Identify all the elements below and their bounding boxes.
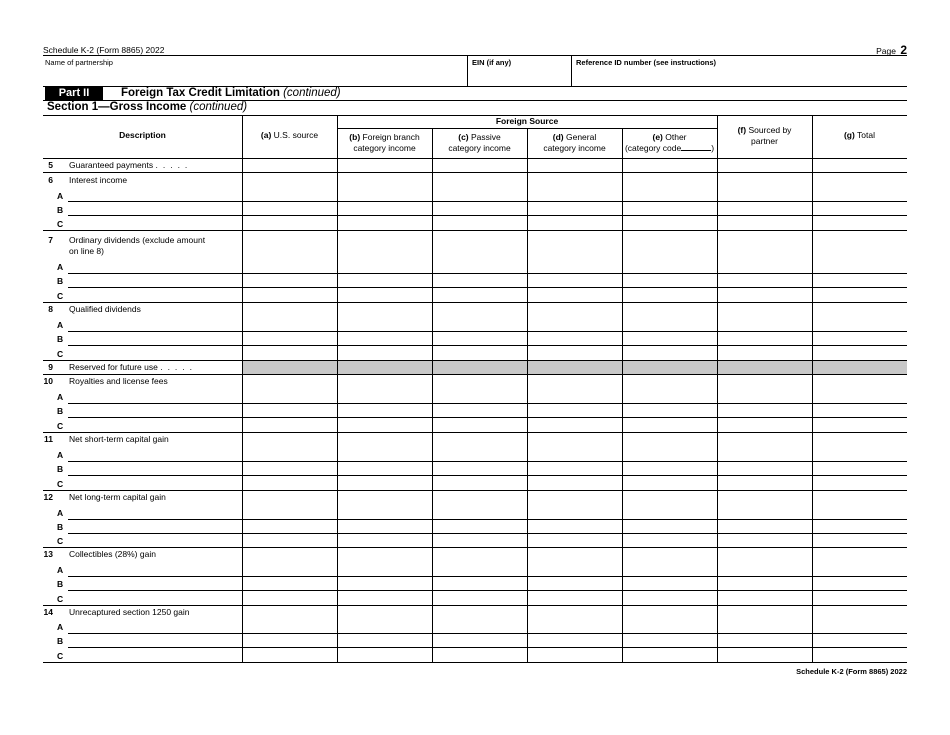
gross-income-table [43,115,907,663]
line-6b-letter: B [57,205,64,215]
col-f-header: (f) Sourced by partner [737,125,792,146]
line-13-label: Collectibles (28%) gain [69,549,156,559]
foreign-source-header: Foreign Source [495,116,559,126]
col-d-header: (d) General category income [543,132,606,153]
line-10a-letter: A [57,392,64,402]
col-a-header: (a) U.S. source [260,130,319,140]
col-b-header: (b) Foreign branch category income [349,132,420,153]
line-12-label: Net long-term capital gain [69,492,166,502]
line-13a-letter: A [57,565,64,575]
category-code-input[interactable] [681,143,711,151]
line-11-number: 11 [44,434,53,444]
reserved-row-shading [243,361,907,374]
col-e-header: (e) Other (category code ) [624,132,715,153]
line-13-number: 13 [43,549,53,559]
section-title: Section 1—Gross Income (continued) [47,101,248,113]
line-8-label: Qualified dividends [69,304,141,314]
line-11a-letter: A [57,450,64,460]
part-header [43,86,907,101]
col-description-header: Description [119,130,166,140]
line-10-label: Royalties and license fees [69,376,168,386]
form-footer: Schedule K-2 (Form 8865) 2022 [796,667,907,676]
section-header [43,100,907,116]
line-8a-letter: A [57,320,64,330]
identification-row [43,55,907,87]
line-6a-letter: A [57,191,64,201]
line-14-number: 14 [43,607,53,617]
line-10-number: 10 [43,376,53,386]
line-11c-letter: C [57,479,64,489]
reference-id-field[interactable]: Reference ID number (see instructions) [571,56,907,87]
line-6-label: Interest income [69,175,128,185]
form-name: Schedule K-2 (Form 8865) 2022 [43,45,165,55]
line-7-number: 7 [48,235,53,245]
line-8c-letter: C [57,349,64,359]
ein-field[interactable]: EIN (if any) [467,56,571,87]
line-12-number: 12 [43,492,53,502]
line-9-number: 9 [48,362,53,372]
line-14a-letter: A [57,622,64,632]
line-5-number: 5 [48,160,53,170]
line-7b-letter: B [57,276,64,286]
page-indicator: Page 2 [876,43,907,57]
line-14b-letter: B [57,636,64,646]
line-12a-letter: A [57,508,64,518]
line-7a-letter: A [57,262,64,272]
line-6c-letter: C [57,219,64,229]
line-11-label: Net short-term capital gain [69,434,169,444]
line-12b-letter: B [57,522,64,532]
col-c-header: (c) Passive category income [448,132,511,153]
line-13c-letter: C [57,594,64,604]
line-14c-letter: C [57,651,64,661]
line-8-number: 8 [48,304,53,314]
line-7-label: Ordinary dividends (exclude amount on line 8) [69,235,206,256]
line-8b-letter: B [57,334,64,344]
line-12c-letter: C [57,536,64,546]
line-10c-letter: C [57,421,64,431]
part-badge: Part II [45,86,103,100]
line-14-label: Unrecaptured section 1250 gain [69,607,190,617]
line-9-label: Reserved for future use ..... [69,362,198,372]
line-7c-letter: C [57,291,64,301]
line-13b-letter: B [57,579,64,589]
col-g-header: (g) Total [843,130,876,140]
page-number: 2 [900,43,907,57]
line-10b-letter: B [57,406,64,416]
line-6-number: 6 [48,175,53,185]
partnership-name-field[interactable]: Name of partnership [45,58,113,67]
part-title: Foreign Tax Credit Limitation (continued) [121,87,341,99]
line-5-label: Guaranteed payments ..... [69,160,193,170]
line-11b-letter: B [57,464,64,474]
